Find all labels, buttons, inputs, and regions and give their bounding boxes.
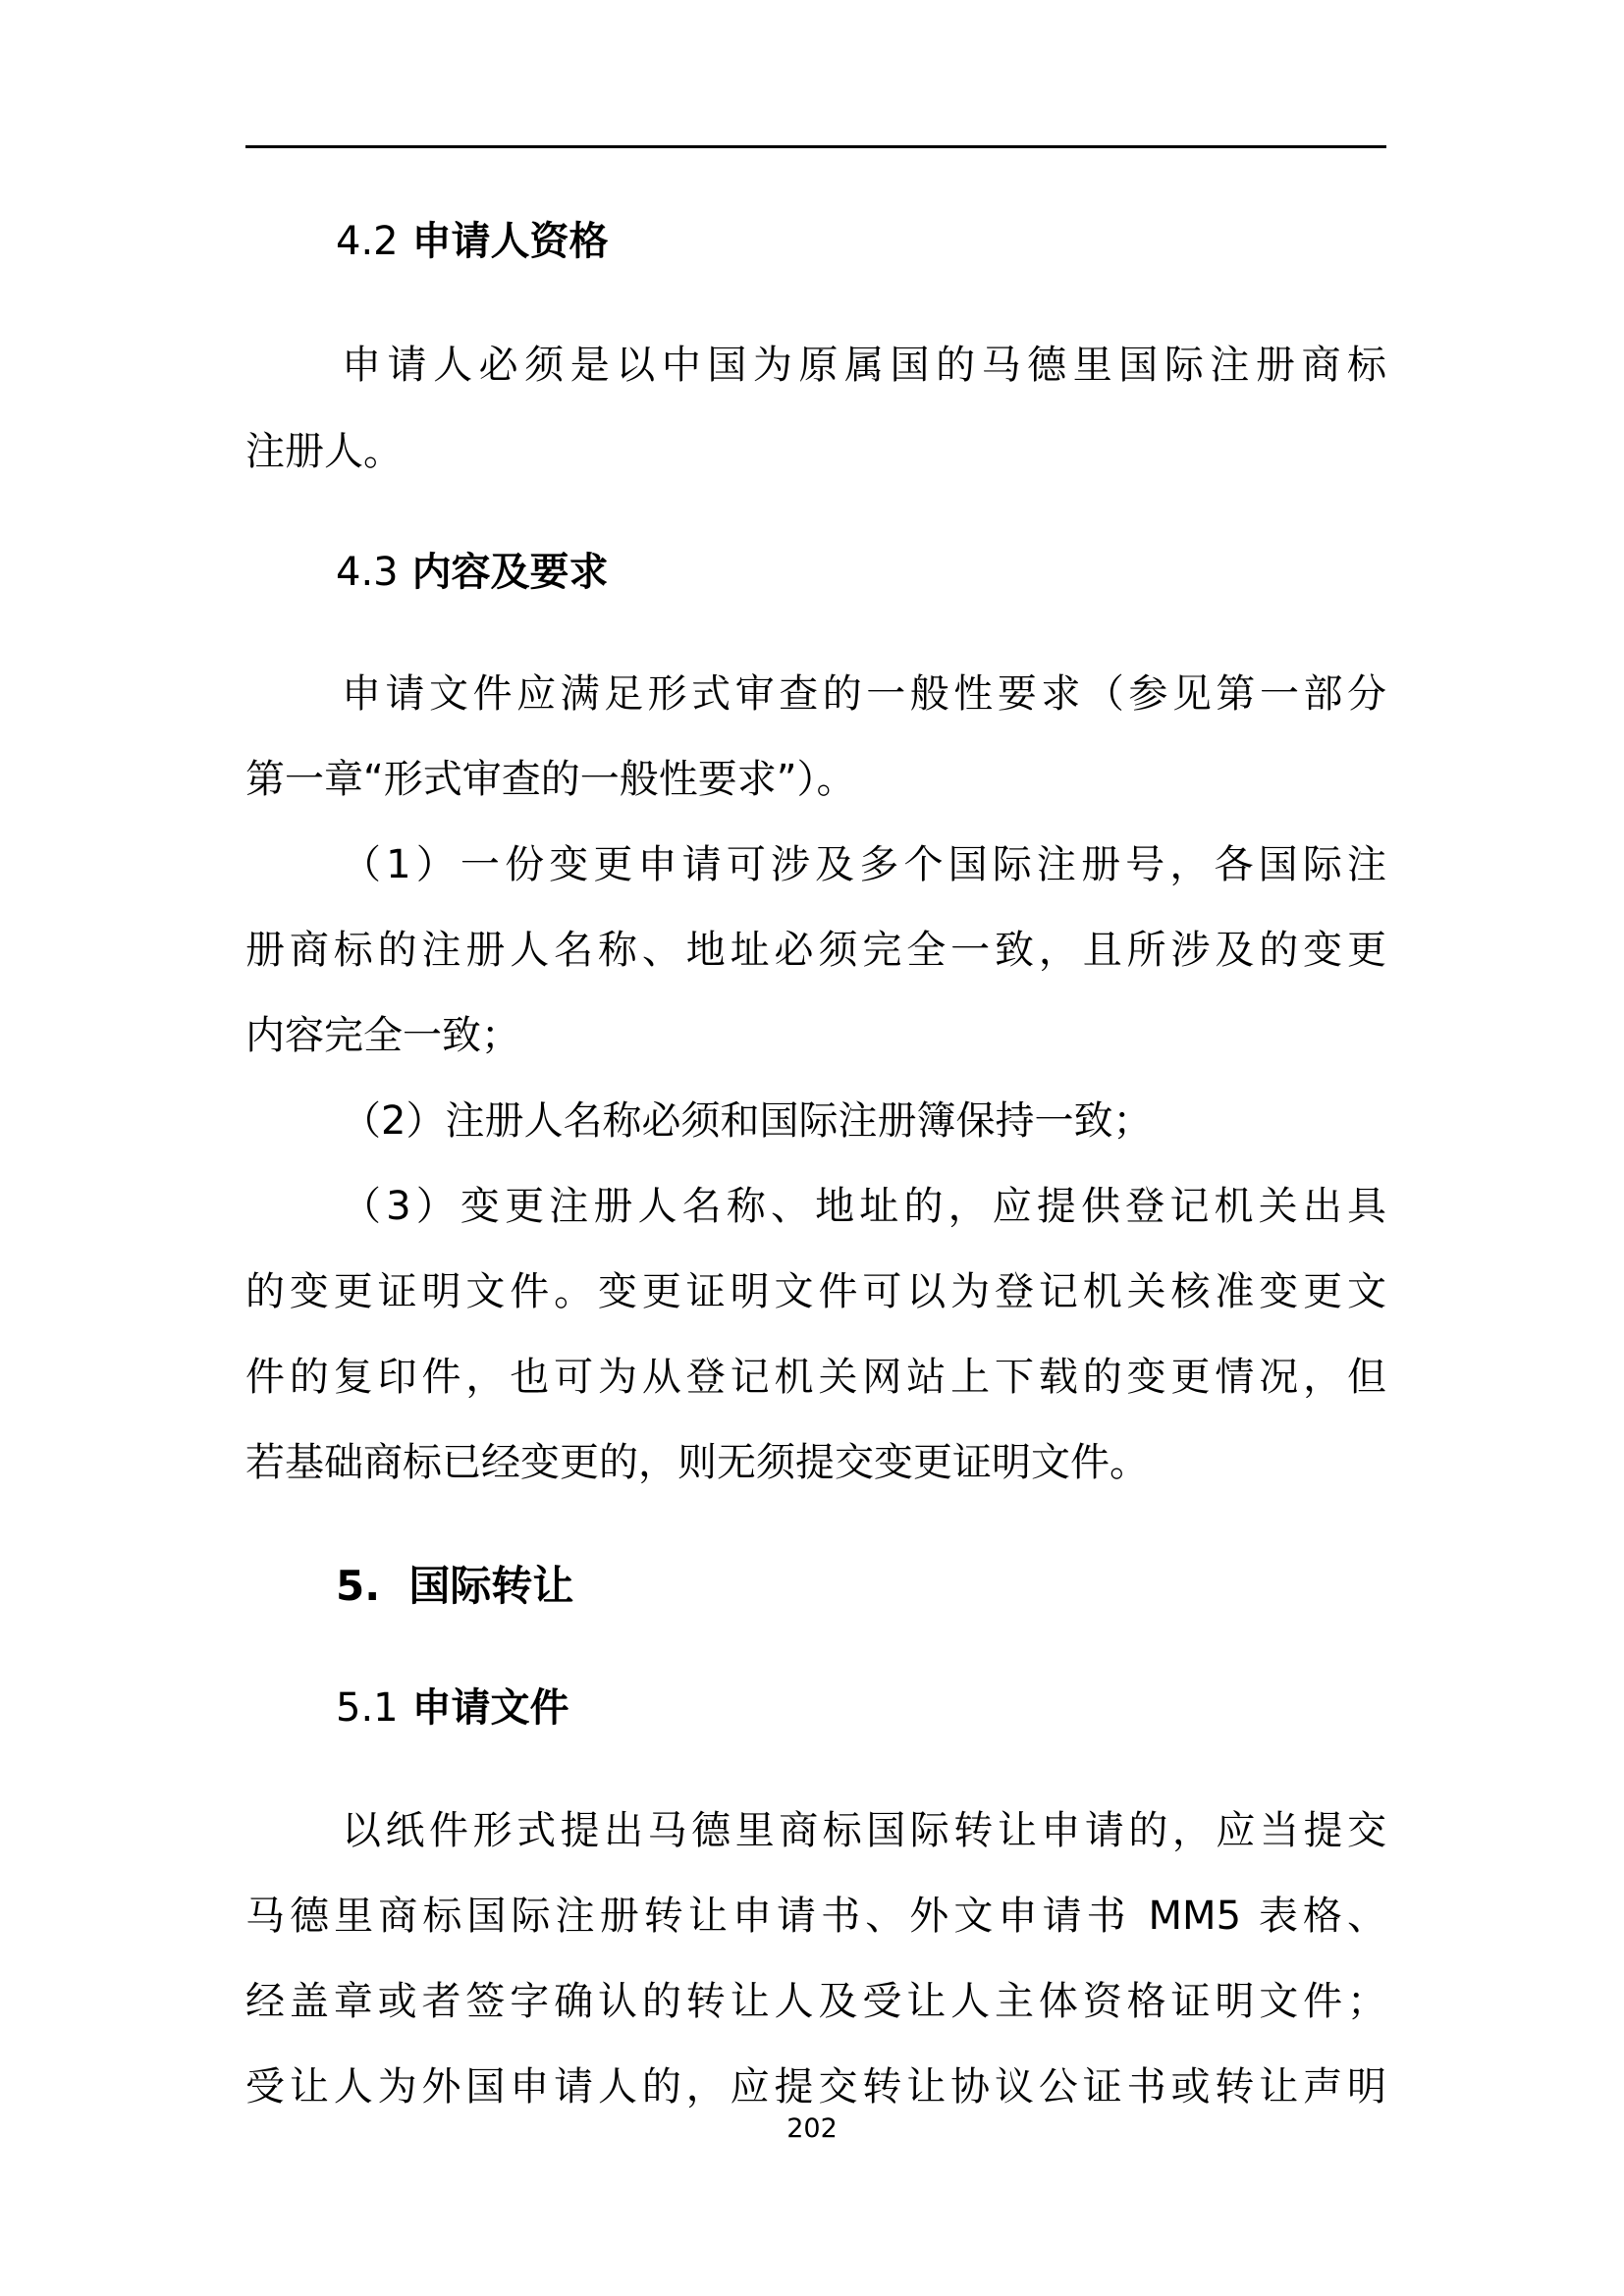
list-item-line: （1）一份变更申请可涉及多个国际注册号，各国际注 xyxy=(342,842,1386,887)
list-item-line: 内容完全一致； xyxy=(245,1013,520,1058)
paragraph-line: 经盖章或者签字确认的转让人及受让人主体资格证明文件； xyxy=(245,1979,1386,2024)
paragraph-line: 受让人为外国申请人的，应提交转让协议公证书或转让声明 xyxy=(245,2064,1386,2109)
paragraph-line: 注册人。 xyxy=(245,429,403,474)
list-item-line: 若基础商标已经变更的，则无须提交变更证明文件。 xyxy=(245,1440,1149,1485)
section-title: 申请人资格 xyxy=(411,219,609,264)
page-number: 202 xyxy=(786,2113,838,2144)
section-heading-4-3 xyxy=(336,545,609,600)
list-item-line: 的变更证明文件。变更证明文件可以为登记机关核准变更文 xyxy=(245,1269,1386,1314)
list-item-line: （3）变更注册人名称、地址的，应提供登记机关出具 xyxy=(342,1184,1386,1229)
list-item-line: 件的复印件，也可为从登记机关网站上下载的变更情况，但 xyxy=(245,1355,1386,1400)
list-item-line: （2）注册人名称必须和国际注册簿保持一致； xyxy=(342,1098,1153,1144)
paragraph-line: 申请人必须是以中国为原属国的马德里国际注册商标 xyxy=(342,343,1386,388)
paragraph-line: 申请文件应满足形式审查的一般性要求（参见第一部分 xyxy=(342,671,1386,717)
section-title: 申请文件 xyxy=(411,1685,569,1731)
section-title: 内容及要求 xyxy=(411,550,609,595)
header-rule xyxy=(245,145,1386,148)
section-number: 5.1 xyxy=(336,1685,399,1731)
section-number: 4.3 xyxy=(336,550,399,595)
paragraph-line: 以纸件形式提出马德里商标国际转让申请的，应当提交 xyxy=(342,1808,1386,1853)
section-number: 4.2 xyxy=(336,219,399,264)
paragraph-line: 马德里商标国际注册转让申请书、外文申请书 MM5 表格、 xyxy=(245,1894,1386,1939)
paragraph-line: 第一章“形式审查的一般性要求”）。 xyxy=(245,757,856,802)
section-heading-5: 5. 国际转让 xyxy=(336,1562,574,1610)
list-item-line: 册商标的注册人名称、地址必须完全一致，且所涉及的变更 xyxy=(245,928,1386,973)
section-heading-4-2 xyxy=(336,214,609,269)
section-heading-5-1 xyxy=(336,1681,569,1735)
